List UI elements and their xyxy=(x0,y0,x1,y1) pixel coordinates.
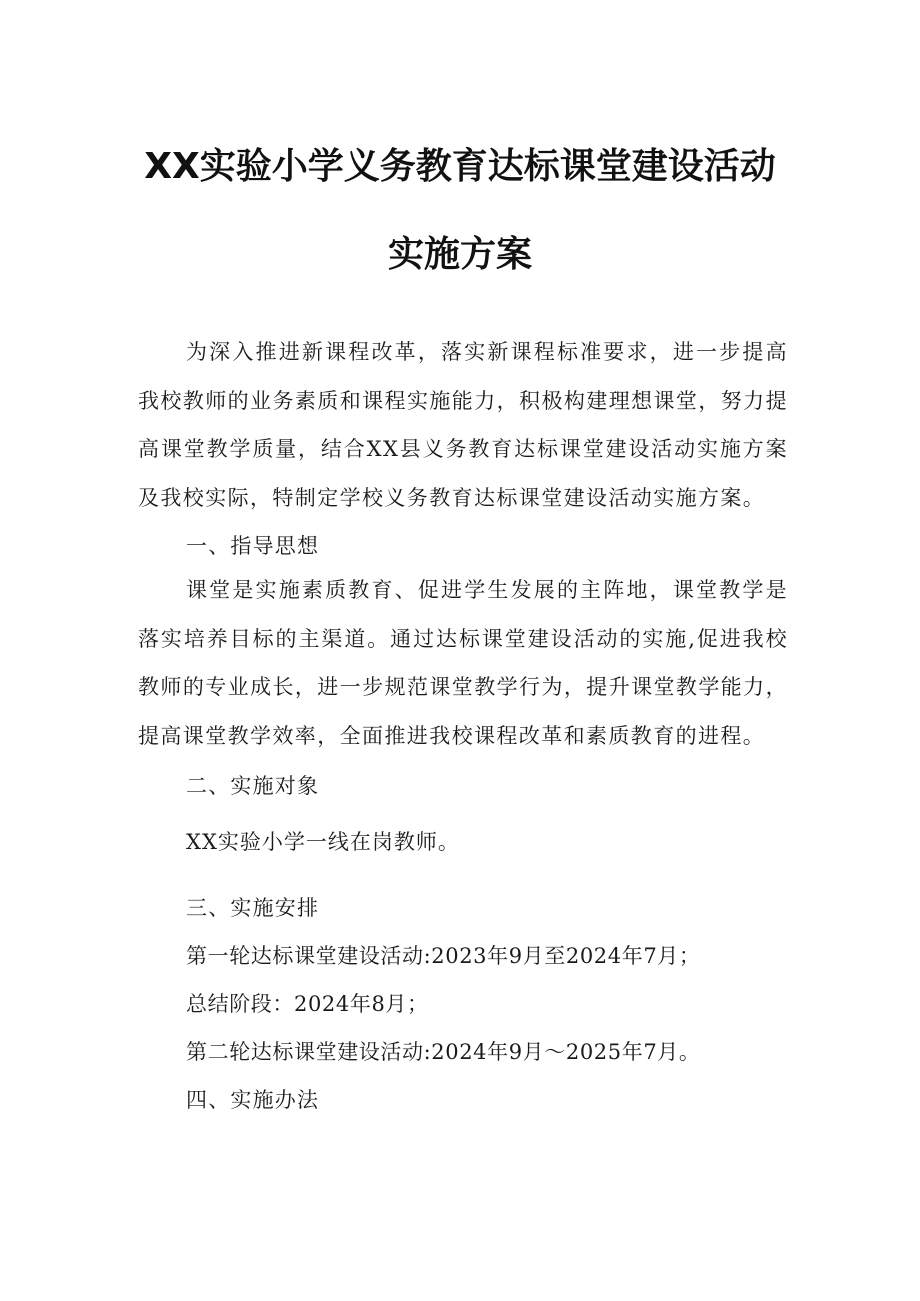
document-title-line-2: 实施方案 xyxy=(387,234,532,275)
section-1-heading: 一、指导思想 xyxy=(186,534,320,558)
intro-paragraph: 为深入推进新课程改革，落实新课程标准要求，进一步提高我校教师的业务素质和课程实施能力，积极构建理想课堂，努力提高课堂教学质量，结合XX县义务教育达标课堂建设活动实施方案及我校实际，特制定学校义务教育达标课堂建设活动实施方案。 xyxy=(138,340,788,510)
section-1-paragraph-block xyxy=(138,566,788,760)
schedule-item-3: 第二轮达标课堂建设活动:2024年9月～2025年7月。 xyxy=(186,1040,701,1064)
document-title-line-1: XX实验小学义务教育达标课堂建设活动 xyxy=(144,146,776,187)
section-2-text: XX实验小学一线在岗教师。 xyxy=(186,830,460,854)
intro-paragraph-block xyxy=(138,328,788,522)
section-1-paragraph: 课堂是实施素质教育、促进学生发展的主阵地，课堂教学是落实培养目标的主渠道。通过达标课堂建设活动的实施,促进我校教师的专业成长，进一步规范课堂教学行为，提升课堂教学能力，提高课堂教学效率，全面推进我校课程改革和素质教育的进程。 xyxy=(138,578,788,748)
schedule-item-2: 总结阶段：2024年8月； xyxy=(186,992,429,1016)
section-3-heading: 三、实施安排 xyxy=(186,896,320,920)
schedule-item-1: 第一轮达标课堂建设活动:2023年9月至2024年7月； xyxy=(186,944,701,968)
section-4-heading: 四、实施办法 xyxy=(186,1088,320,1112)
section-2-heading: 二、实施对象 xyxy=(186,774,320,798)
